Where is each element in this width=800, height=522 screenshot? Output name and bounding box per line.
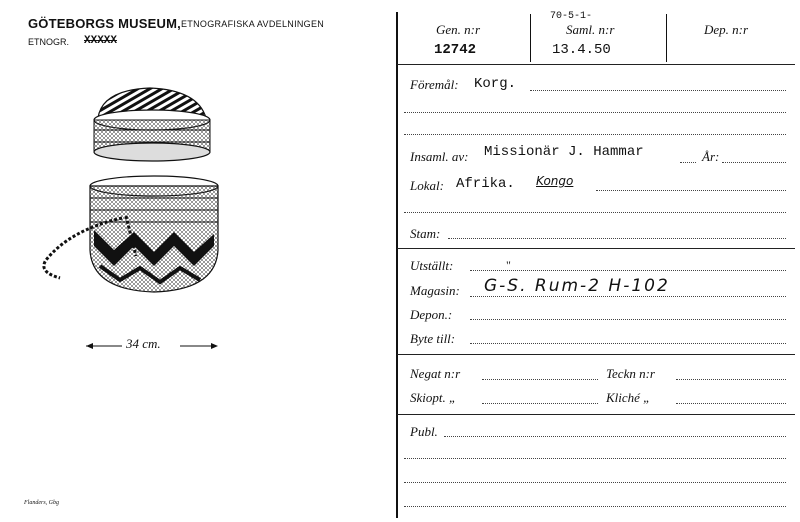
magasin-value: G-S. Rum-2 H-102 <box>484 276 670 296</box>
depon-label: Depon.: <box>410 307 453 322</box>
etnogr-label: ETNOGR. <box>28 37 70 47</box>
stam-label: Stam: <box>410 226 441 241</box>
foremal-value: Korg. <box>474 76 517 92</box>
lokal-value: Afrika. <box>456 176 515 192</box>
section-divider-1 <box>397 248 795 249</box>
saml-value: 13.4.50 <box>552 42 611 58</box>
basket-lid <box>94 88 210 161</box>
printer-mark: Flanders, Gbg <box>24 500 59 506</box>
lokal-handwritten: Kongo <box>536 174 574 188</box>
lokal-label: Lokal: <box>410 178 444 193</box>
gen-label: Gen. n:r <box>436 22 481 37</box>
basket-illustration <box>30 80 240 310</box>
insaml-label: Insaml. av: <box>410 149 469 164</box>
insaml-value: Missionär J. Hammar <box>484 144 644 160</box>
skiopt-label: Skiopt. „ <box>410 390 457 405</box>
section-divider-2 <box>397 354 795 355</box>
department-name: ETNOGRAFISKA AVDELNINGEN <box>181 19 325 29</box>
basket-body <box>90 176 218 292</box>
publ-label: Publ. <box>410 424 438 439</box>
museum-name: GÖTEBORGS MUSEUM, <box>28 16 181 31</box>
saml-overwrite: 70-5-1- <box>550 11 593 22</box>
struck-code: XXXXX <box>84 35 118 47</box>
byte-label: Byte till: <box>410 331 456 346</box>
foremal-label: Föremål: <box>410 77 459 92</box>
utstallt-label: Utställt: <box>410 258 454 273</box>
section-divider-3 <box>397 414 795 415</box>
negat-label: Negat n:r <box>410 366 461 381</box>
dimension-text: 34 cm. <box>126 336 161 351</box>
header-divider <box>397 64 795 65</box>
magasin-label: Magasin: <box>410 283 460 298</box>
ar-label: År: <box>702 149 720 164</box>
saml-label: Saml. n:r <box>566 22 615 37</box>
utstallt-value: " <box>506 258 511 272</box>
teckn-label: Teckn n:r <box>606 366 655 381</box>
gen-value: 12742 <box>434 42 477 58</box>
dep-label: Dep. n:r <box>704 22 749 37</box>
col-divider-1 <box>530 14 531 62</box>
card-border-left <box>396 12 398 518</box>
kliche-label: Kliché „ <box>606 390 651 405</box>
col-divider-2 <box>666 14 667 62</box>
